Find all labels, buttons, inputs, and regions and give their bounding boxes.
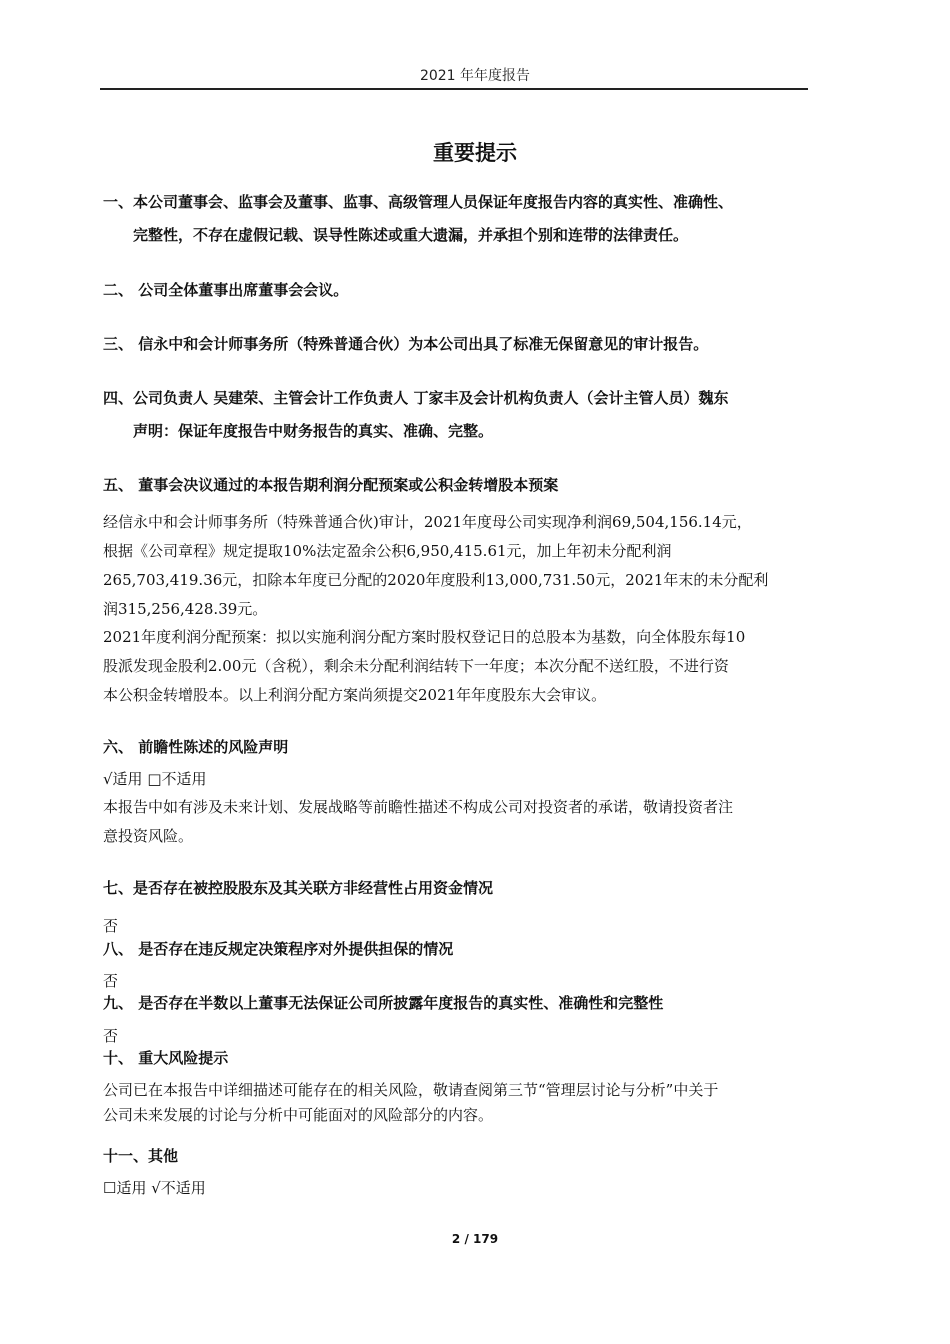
section-5-plan-line-3: 本公积金转增股本。以上利润分配方案尚须提交2021年年度股东大会审议。 (103, 686, 607, 704)
section-7-answer: 否 (103, 917, 119, 935)
report-header-title: 2021 年年度报告 (419, 68, 531, 84)
section-11-applicability: ☐适用 √不适用 (103, 1179, 206, 1197)
section-6-heading: 六、 前瞻性陈述的风险声明 (103, 738, 289, 756)
section-8-answer: 否 (103, 972, 119, 990)
section-4-line-2: 声明：保证年度报告中财务报告的真实、准确、完整。 (133, 422, 494, 440)
section-3-text: 三、 信永中和会计师事务所（特殊普通合伙）为本公司出具了标准无保留意见的审计报告。 (103, 335, 709, 353)
section-5-heading: 五、 董事会决议通过的本报告期利润分配预案或公积金转增股本预案 (103, 476, 559, 494)
section-11-heading: 十一、其他 (103, 1147, 179, 1165)
section-6-paragraph-line-2: 意投资风险。 (103, 827, 194, 845)
section-5-paragraph-line-3: 265,703,419.36元，扣除本年度已分配的2020年度股利13,000,731.50元，2021年末的未分配利 (103, 571, 769, 589)
section-6-applicability: √适用 □不适用 (103, 770, 207, 788)
section-9-answer: 否 (103, 1027, 119, 1045)
section-2-text: 二、 公司全体董事出席董事会会议。 (103, 281, 349, 299)
section-10-heading: 十、 重大风险提示 (103, 1049, 229, 1067)
section-5-plan-line-1: 2021年度利润分配预案：拟以实施利润分配方案时股权登记日的总股本为基数，向全体股东每10 (103, 628, 746, 646)
section-4-line-1: 四、公司负责人 吴建荣、主管会计工作负责人 丁家丰及会计机构负责人（会计主管人员）魏东 (103, 389, 729, 407)
section-8-heading: 八、 是否存在违反规定决策程序对外提供担保的情况 (103, 940, 454, 958)
section-9-heading: 九、 是否存在半数以上董事无法保证公司所披露年度报告的真实性、准确性和完整性 (103, 994, 664, 1012)
section-5-paragraph-line-2: 根据《公司章程》规定提取10%法定盈余公积6,950,415.61元，加上年初未分配利润 (103, 542, 672, 560)
section-7-heading: 七、是否存在被控股股东及其关联方非经营性占用资金情况 (103, 879, 494, 897)
section-1-line-2: 完整性，不存在虚假记载、误导性陈述或重大遗漏，并承担个别和连带的法律责任。 (133, 226, 689, 244)
section-5-plan-line-2: 股派发现金股利2.00元（含税），剩余未分配利润结转下一年度；本次分配不送红股，不进行资 (103, 657, 729, 675)
section-10-paragraph-line-2: 公司未来发展的讨论与分析中可能面对的风险部分的内容。 (103, 1106, 494, 1124)
section-5-paragraph-line-4: 润315,256,428.39元。 (103, 600, 268, 618)
page-title: 重要提示 (433, 141, 517, 165)
page-number: 2 / 179 (451, 1232, 499, 1246)
section-1-line-1: 一、本公司董事会、监事会及董事、监事、高级管理人员保证年度报告内容的真实性、准确性、 (103, 193, 734, 211)
header-divider (100, 88, 808, 90)
section-6-paragraph-line-1: 本报告中如有涉及未来计划、发展战略等前瞻性描述不构成公司对投资者的承诺，敬请投资者注 (103, 798, 734, 816)
section-10-paragraph-line-1: 公司已在本报告中详细描述可能存在的相关风险，敬请查阅第三节“管理层讨论与分析”中关于 (103, 1081, 719, 1099)
section-5-paragraph-line-1: 经信永中和会计师事务所（特殊普通合伙)审计，2021年度母公司实现净利润69,504,156.14元， (103, 513, 752, 531)
